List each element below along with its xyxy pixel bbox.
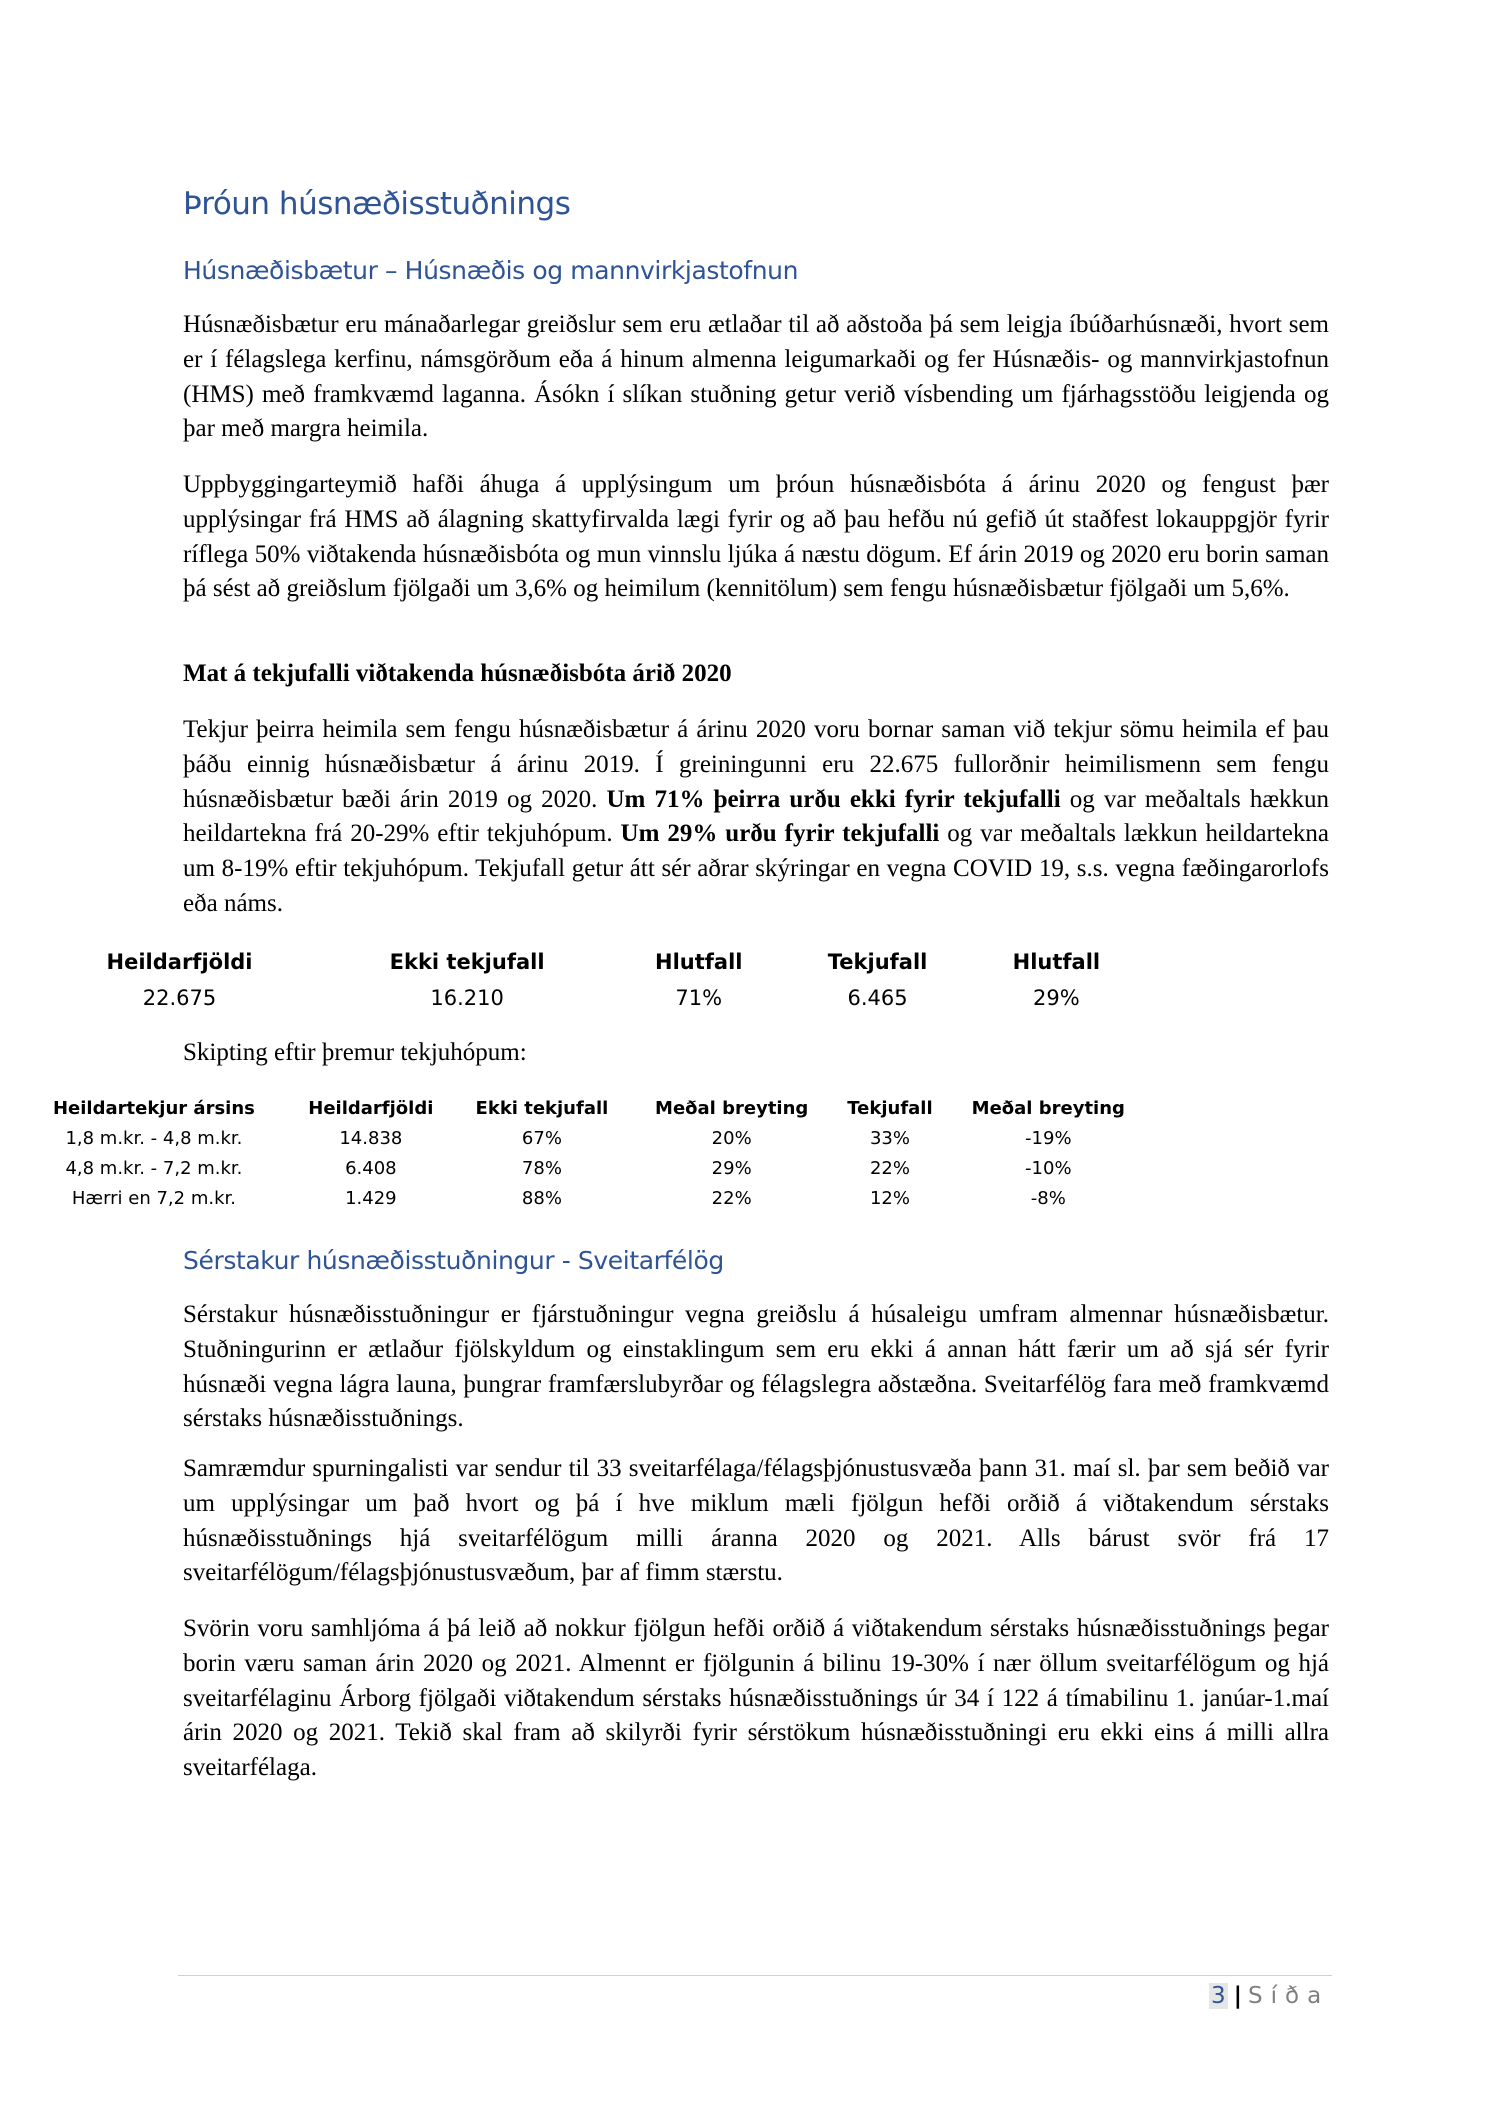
cell: -8% [1030,1187,1066,1209]
cell: 78% [521,1157,562,1179]
cell: 22% [869,1157,910,1179]
page-number: 3 [1211,1983,1226,2009]
bold-text: Um 29% urðu fyrir tekjufalli [620,820,940,848]
paragraph: Sérstakur húsnæðisstuðningur er fjárstuðningur vegna greiðslu á húsaleigu umfram almennar húsnæðisbætur. Stuðningurinn er ætlaður fjölskyldum og einstaklingum sem eru ekki á annan hátt færir um að sjá sér fyrir húsnæði vegna lágra launa, þungrar framfærslubyrðar og félagslegra aðstæðna. Sveitarfélög fara með framkvæmd sérstaks húsnæðisstuðnings. [183,1301,1329,1433]
cell: 88% [521,1187,562,1209]
cell: Hærri en 7,2 m.kr. [71,1187,236,1209]
paragraph: Húsnæðisbætur eru mánaðarlegar greiðslur sem eru ætlaðar til að aðstoða þá sem leigja íbúðarhúsnæði, hvort sem er í félagslega kerfinu, námsgörðum eða á hinum almenna leigumarkaði og fer Húsnæðis- og mannvirkjastofnun (HMS) með framkvæmd laganna. Ásókn í slíkan stuðning getur verið vísbending um fjárhagsstöðu leigjenda og þar með margra heimila. [183,311,1329,443]
table-row [20,1183,1150,1213]
header-cell: Heildarfjöldi [106,950,253,974]
table-header-row [20,1093,1150,1123]
text: og var meðaltals hækkun heildartekna frá 20-29% eftir tekjuhópum. [183,785,1329,848]
cell: 29% [711,1157,752,1179]
paragraph: Uppbyggingarteymið hafði áhuga á upplýsingum um þróun húsnæðisbóta á árinu 2020 og fengust þær upplýsingar frá HMS að álagning skattyfirvalda lægi fyrir og að þau hefðu nú gefið út staðfest lokauppgjör fyrir ríflega 50% viðtakenda húsnæðisbóta og mun vinnslu ljúka á næstu dögum. Ef árin 2019 og 2020 eru borin saman þá sést að greiðslum fjölgaði um 3,6% og heimilum (kennitölum) sem fengu húsnæðisbætur fjölgaði um 5,6%. [183,471,1329,603]
cell: 29% [1033,986,1080,1010]
cell: 1.429 [345,1187,397,1209]
table-row [40,980,1140,1016]
cell: 12% [869,1187,910,1209]
header-cell: Tekjufall [847,1097,933,1119]
cell: 22% [711,1187,752,1209]
text: Tekjur þeirra heimila sem fengu húsnæðisbætur á árinu 2020 voru bornar saman við tekjur sömu heimila ef þau þáðu einnig húsnæðisbætur á árinu 2019. Í greiningunni eru 22.675 fullorðnir heimilismenn sem fengu húsnæðisbætur bæði árin 2019 og 2020. [183,716,1329,813]
cell: 14.838 [339,1127,403,1149]
header-cell: Hlutfall [1012,950,1101,974]
section-heading-husnaedisbaetur: Húsnæðisbætur – Húsnæðis og mannvirkjastofnun [183,256,799,285]
text: og var meðaltals lækkun heildartekna um 8-19% eftir tekjuhópum. Tekjufall getur átt sér aðrar skýringar en vegna COVID 19, s.s. vegna fæðingarorlofs eða náms. [183,820,1330,917]
table-header-row [40,944,1140,980]
cell: 71% [675,986,723,1010]
header-cell: Hlutfall [655,950,743,974]
bold-text: Um 71% þeirra urðu ekki fyrir tekjufalli [606,785,1061,813]
page-footer [1209,1983,1329,2009]
cell: 1,8 m.kr. - 4,8 m.kr. [65,1127,243,1149]
header-cell: Tekjufall [827,950,928,974]
paragraph [183,713,1329,922]
page-title: Þróun húsnæðisstuðnings [183,186,571,222]
cell: 6.465 [847,986,908,1010]
header-cell: Ekki tekjufall [475,1097,609,1119]
header-cell: Heildarfjöldi [308,1097,434,1119]
header-cell: Meðal breyting [655,1097,809,1119]
cell: 4,8 m.kr. - 7,2 m.kr. [65,1157,243,1179]
header-cell: Ekki tekjufall [389,950,545,974]
cell: -19% [1025,1127,1072,1149]
section-heading-sveitarfelog: Sérstakur húsnæðisstuðningur - Sveitarfélög [183,1246,724,1275]
paragraph: Svörin voru samhljóma á þá leið að nokkur fjölgun hefði orðið á viðtakendum sérstaks húsnæðisstuðnings þegar borin væru saman árin 2020 og 2021. Almennt er fjölgunin á bilinu 19-30% í nær öllum sveitarfélögum og hjá sveitarfélaginu Árborg fjölgaði viðtakendum sérstaks húsnæðisstuðnings úr 34 í 122 á tímabilinu 1. janúar-1.maí árin 2020 og 2021. Tekið skal fram að skilyrði fyrir sérstökum húsnæðisstuðningi eru ekki eins á milli allra sveitarfélaga. [183,1615,1329,1782]
header-cell: Meðal breyting [971,1097,1125,1119]
split-label: Skipting eftir þremur tekjuhópum: [183,1039,527,1066]
table-row [20,1153,1150,1183]
cell: 33% [869,1127,910,1149]
income-group-table [20,1093,1150,1213]
cell: -10% [1025,1157,1072,1179]
cell: 22.675 [142,986,217,1010]
page-label: Síða [1248,1983,1330,2009]
cell: 20% [711,1127,752,1149]
cell: 6.408 [345,1157,397,1179]
subheading: Mat á tekjufalli viðtakenda húsnæðisbóta árið 2020 [183,660,732,687]
cell: 16.210 [430,986,504,1010]
footer-divider [178,1975,1332,1976]
header-cell: Heildartekjur ársins [52,1097,255,1119]
paragraph: Samræmdur spurningalisti var sendur til 33 sveitarfélaga/félagsþjónustusvæða þann 31. maí sl. þar sem beðið var um upplýsingar um það hvort og þá í hve miklum mæli fjölgun hefði orðið á viðtakendum sérstaks húsnæðisstuðnings hjá sveitarfélögum milli áranna 2020 og 2021. Alls bárust svör frá 17 sveitarfélögum/félagsþjónustusvæðum, þar af fimm stærstu. [183,1455,1329,1587]
summary-table [40,944,1140,1016]
cell: 67% [521,1127,562,1149]
table-row [20,1123,1150,1153]
footer-separator: | [1233,1983,1243,2009]
